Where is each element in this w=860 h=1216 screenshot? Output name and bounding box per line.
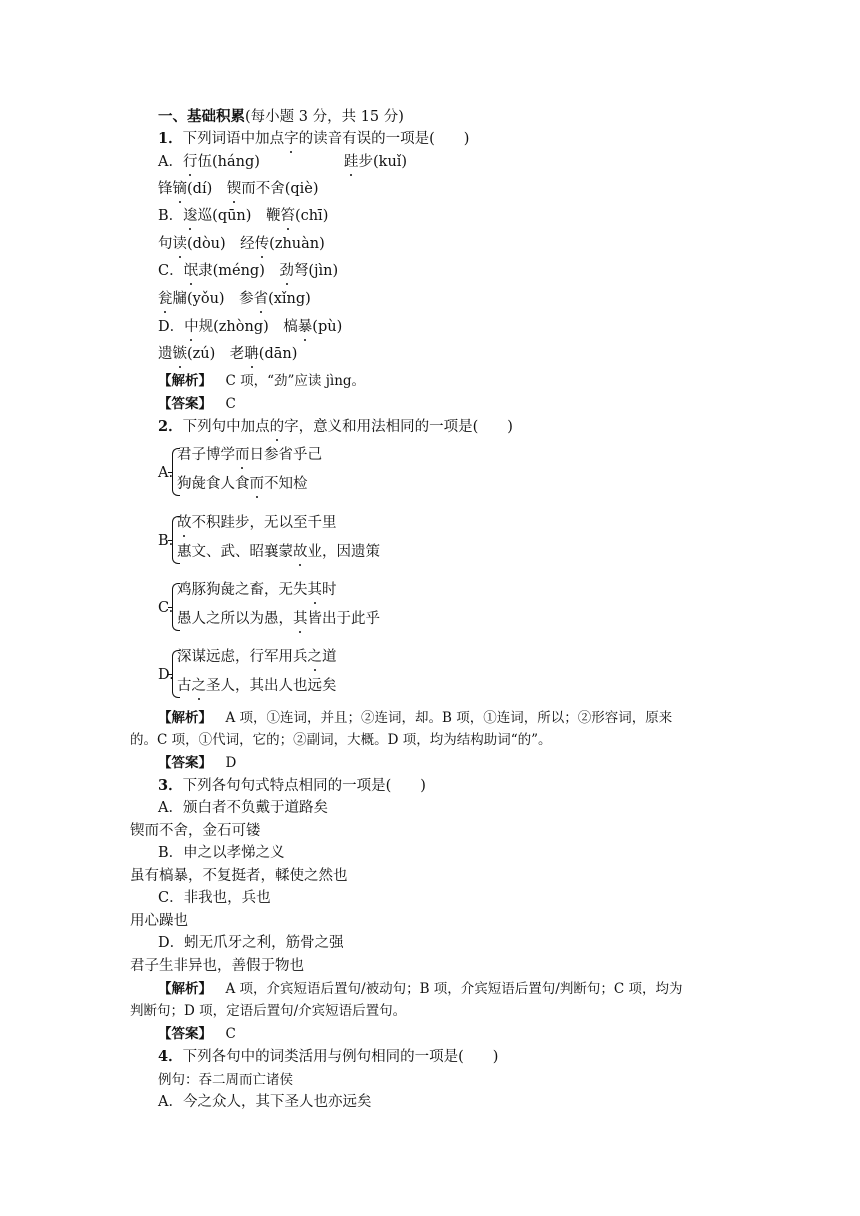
dotted-char: 而 <box>249 476 264 492</box>
stem-text: 下列各句中的词类活用与例句相同的一项是( ) <box>182 1049 499 1065</box>
q3-option-d-line2: 君子生非异也，善假于物也 <box>130 958 304 974</box>
dotted-char: 其 <box>307 582 322 598</box>
dotted-char: 暴 <box>297 319 313 335</box>
word-text: (xǐng) <box>268 291 311 307</box>
question-number: 4． <box>158 1048 183 1065</box>
dotted-char: 行 <box>182 154 198 170</box>
option-label: C. <box>158 600 174 616</box>
word-text: 鞭 <box>265 208 281 224</box>
dotted-char: 字 <box>284 131 299 147</box>
q3-option-a-line2: 锲而不舍，金石可镂 <box>130 823 261 839</box>
dotted-char: 笞 <box>280 208 295 224</box>
question-number: 1． <box>158 130 183 147</box>
word-text: 而不舍(qiè) <box>241 181 319 197</box>
q3-answer <box>158 1025 236 1043</box>
sentence-text: 君子博学 <box>177 447 235 463</box>
analysis-text: C 项，“劲”应读 jìng。 <box>225 373 366 389</box>
sentence-text: 不知检 <box>264 476 308 492</box>
answer-value: C <box>225 396 236 412</box>
question-1-stem <box>158 130 469 148</box>
analysis-text: A 项，①连词，并且；②连词，却。B 项，①连词，所以；②形容词，原来 <box>225 710 673 726</box>
answer-tag: 【答案】 <box>158 1026 212 1042</box>
dotted-char: 瓮 <box>158 291 173 307</box>
q1-option-c-line2 <box>158 290 311 308</box>
dotted-char: 跬 <box>344 154 359 170</box>
question-4-stem <box>158 1048 498 1066</box>
stem-text: 的读音有误的一项是( ) <box>298 131 470 147</box>
word-text: 隶(méng) <box>198 263 265 279</box>
stem-text: 下列句中加点 <box>182 419 270 435</box>
q4-example: 例句：吞二周而亡诸侯 <box>158 1072 293 1088</box>
sentence-text: 古 <box>177 678 192 694</box>
dotted-char: 中 <box>184 319 199 335</box>
analysis-tag: 【解析】 <box>158 981 212 997</box>
q3-option-c-line1: C．非我也，兵也 <box>158 890 271 906</box>
sentence-text: 狗彘食人食 <box>177 476 250 492</box>
sentence-text: 愚人之所以为愚， <box>177 611 293 627</box>
q1-option-d-line1 <box>158 318 342 336</box>
stem-text: 下列词语中加点 <box>182 131 285 147</box>
q2-option-a-line2 <box>177 475 308 493</box>
dotted-char: 氓 <box>183 263 199 279</box>
q1-option-c-line1 <box>158 262 338 280</box>
q4-option-a-line1: A．今之众人，其下圣人也亦远矣 <box>158 1094 372 1110</box>
analysis-tag: 【解析】 <box>158 373 212 389</box>
q2-analysis-line1 <box>158 709 672 727</box>
word-text: (dān) <box>258 346 298 362</box>
word-text: 老 <box>229 346 245 362</box>
stem-text: 字，意义和用法相同的一项是( ) <box>284 419 513 435</box>
q1-option-d-line2 <box>158 345 297 363</box>
sentence-text: 鸡豚狗彘之畜，无失 <box>177 582 308 598</box>
option-label: A． <box>158 154 183 170</box>
dotted-char: 聃 <box>244 346 259 362</box>
dotted-char: 之 <box>191 678 206 694</box>
dotted-char: 其 <box>293 611 308 627</box>
word-text: (dòu) <box>187 236 226 252</box>
dotted-char: 而 <box>235 447 250 463</box>
dotted-char: 的 <box>269 419 285 435</box>
q2-answer <box>158 754 236 772</box>
dotted-char: 故 <box>177 515 192 531</box>
word-text: (pù) <box>312 319 343 335</box>
sentence-text: 时 <box>322 582 337 598</box>
section-header <box>158 108 404 126</box>
word-text: 句 <box>158 236 173 252</box>
q3-option-c-line2: 用心躁也 <box>130 913 188 929</box>
option-label: C． <box>158 263 184 279</box>
option-label: B． <box>158 208 184 224</box>
q3-analysis-line2: 判断句；D 项，定语后置句/介宾短语后置句。 <box>130 1003 407 1019</box>
section-note: (每小题 3 分，共 15 分) <box>245 109 404 125</box>
dotted-char: 锲 <box>226 181 242 197</box>
dotted-char: 镝 <box>172 181 187 197</box>
word-text: (dí) <box>187 181 213 197</box>
option-label: B. <box>158 533 174 549</box>
sentence-text: 深谋远虑，行军用兵 <box>177 649 308 665</box>
word-text: 弩(jìn) <box>293 263 339 279</box>
word-text: 伍(háng) <box>197 154 260 170</box>
question-number: 2． <box>158 418 183 435</box>
q2-option-c-line1 <box>177 581 337 599</box>
q1-option-a-line1 <box>158 153 260 171</box>
q2-option-b-line1 <box>177 514 337 532</box>
q3-option-a-line1: A．颁白者不负戴于道路矣 <box>158 800 328 816</box>
sentence-text: 业，因遗策 <box>307 544 380 560</box>
q2-analysis-line2: 的。C 项，①代词，它的；②副词，大概。D 项，均为结构助词“的”。 <box>130 732 552 748</box>
q2-option-d-line1 <box>177 648 337 666</box>
sentence-text: 不积跬步，无以至千里 <box>191 515 337 531</box>
dotted-char: 传 <box>254 236 270 252</box>
q3-analysis-line1 <box>158 980 682 998</box>
answer-tag: 【答案】 <box>158 396 212 412</box>
q1-option-a-line2 <box>158 180 319 198</box>
question-3-stem <box>158 777 426 795</box>
q2-option-c-line2 <box>177 610 380 628</box>
answer-value: D <box>225 755 237 771</box>
analysis-text: A 项，介宾短语后置句/被动句；B 项，介宾短语后置句/判断句；C 项，均为 <box>225 981 683 997</box>
word-text: 槁 <box>283 319 298 335</box>
sentence-text: 道 <box>322 649 337 665</box>
sentence-text: 皆出于此乎 <box>307 611 380 627</box>
q1-option-b-line2 <box>158 235 325 253</box>
answer-tag: 【答案】 <box>158 755 212 771</box>
dotted-char: 劲 <box>279 263 294 279</box>
section-title: 一、基础积累 <box>158 108 245 125</box>
stem-text: 下列各句句式特点相同的一项是( ) <box>182 778 426 794</box>
question-2-stem <box>158 418 513 436</box>
q1-answer <box>158 395 236 413</box>
q2-option-b-line2 <box>177 543 380 561</box>
option-label: D． <box>158 319 185 335</box>
dotted-char: 逡 <box>183 208 198 224</box>
word-text: 步(kuǐ) <box>358 154 408 170</box>
word-text: 锋 <box>158 181 173 197</box>
dotted-char: 省 <box>253 291 269 307</box>
q1-analysis <box>158 372 365 390</box>
q3-option-d-line1: D．蚓无爪牙之利，筋骨之强 <box>158 935 344 951</box>
answer-value: C <box>225 1026 236 1042</box>
sentence-text: 日参省乎己 <box>249 447 322 463</box>
word-text: 参 <box>239 291 254 307</box>
word-text: 牖(yǒu) <box>172 291 225 307</box>
q2-option-d-line2 <box>177 677 337 695</box>
analysis-tag: 【解析】 <box>158 710 212 726</box>
word-text: 规(zhòng) <box>198 319 269 335</box>
word-text: 巡(qūn) <box>197 208 252 224</box>
word-text: 遗 <box>158 346 173 362</box>
word-text: (zhuàn) <box>269 236 325 252</box>
question-number: 3． <box>158 777 183 794</box>
q3-option-b-line1: B．申之以孝悌之义 <box>158 845 285 861</box>
option-label: A. <box>158 465 174 481</box>
q2-option-a-line1 <box>177 446 322 464</box>
sentence-text: 惠文、武、昭襄蒙 <box>177 544 293 560</box>
word-text: (zú) <box>187 346 216 362</box>
word-text: (chī) <box>294 208 329 224</box>
dotted-char: 镞 <box>172 346 187 362</box>
option-label: D. <box>158 667 174 683</box>
dotted-char: 读 <box>172 236 187 252</box>
dotted-char: 之 <box>307 649 322 665</box>
q3-option-b-line2: 虽有槁暴，不复挺者，輮使之然也 <box>130 868 348 884</box>
q1-option-a-word2 <box>344 153 407 171</box>
word-text: 经 <box>240 236 255 252</box>
dotted-char: 故 <box>293 544 308 560</box>
q1-option-b-line1 <box>158 207 328 225</box>
sentence-text: 圣人，其出人也远矣 <box>206 678 337 694</box>
